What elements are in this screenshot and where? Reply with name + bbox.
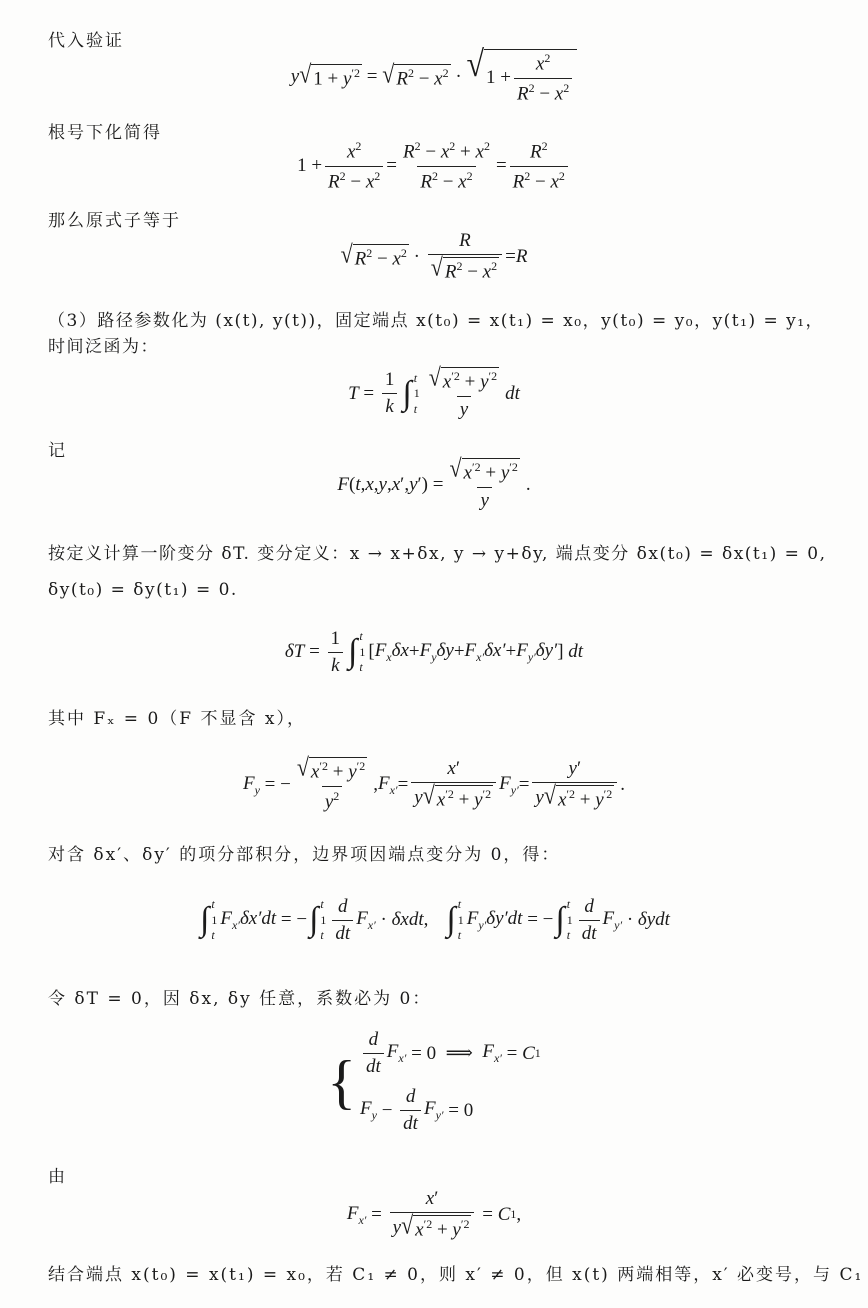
equation-constant: $F_{x'}$ = x′ y √ $x^{'2} + y^{'2}$ = C 1 , [346, 1188, 522, 1241]
text-integrate-by-parts: 对含 δx′、δy′ 的项分部积分，边界项因端点变分为 0，得： [48, 845, 561, 865]
text-set-zero: 令 δT = 0，因 δx, δy 任意，系数必为 0： [48, 989, 432, 1009]
text-parametrize: （3）路径参数化为 (x(t), y(t))，固定端点 x(t₀) = x(t₁) = x₀，y(t₀) = y₀，y(t₁) = y₁，时间泛函为： [48, 311, 825, 357]
text-endpoint-conclusion: 结合端点 x(t₀) = x(t₁) = x₀，若 C₁ ≠ 0，则 x′ ≠ 0，但 x(t) 两端相等，x′ 必变号，与 C₁ [48, 1265, 864, 1285]
equation-verify: y √ $1 + y^{'2}$ = √ $R^2 - x^2$ · √ 1 + $\frac{x^2}{R^2 - x^2}$ [0, 52, 868, 102]
text-variation-definition: 按定义计算一阶变分 δT. 变分定义：x → x+δx, y → y+δy, 端点变分 δx(t₀) = δx(t₁) = 0, δy(t₀) = δy(t₁) = 0. [48, 544, 827, 600]
text-from: 由 [48, 1167, 67, 1187]
equation-time-functional: T = $\frac{1}{k}$ ∫ t 1 t √ $x^{'2} + y^{'2}$ y dt [348, 363, 520, 420]
equation-by-parts: ∫ t 1 t $F_{x'}\delta x'dt$ = − ∫ t 1 t $\frac{d}{dt}$ $F_{x'}$ · δxdt , ∫ t 1 t $F_{y'}\delta y'dt$ = − ∫ t 1 t $\frac{d}{dt}$ $F_{y'}$ · δydt [200, 895, 670, 944]
equation-euler-lagrange-system: { $\frac{d}{dt}$ $F_{x'}$ = 0 ⟹ $F_{x'}$ = C 1 $F_y$ − $\frac{d}{dt}$ $F_{y'}$ = 0 [327, 1029, 541, 1134]
equation-partials: $F_y$ = − √ $x^{'2} + y^{'2}$ $y^2$ , $F_{x'}$ = x′ y √ $x^{'2} + y^{'2}$ $F_{y'}$ = y′ y √ $x^{'2} + y^{'2}$ . [242, 752, 626, 812]
text-where: 其中 Fₓ = 0（F 不显含 x）， [48, 709, 306, 729]
equation-simplify: 1 + $\frac{x^2}{R^2 - x^2}$ = $\frac{R^2 - x^2 + x^2}{R^2 - x^2}$ = $\frac{R^2}{R^2 - x^2}$ [0, 140, 868, 192]
text-substitute: 代入验证 [48, 31, 124, 51]
text-numerator: 那么原式子等于 [48, 211, 181, 231]
equation-lagrangian: F ( t , x , y , x ′, y ′) = √ $x^{'2} + y^{'2}$ y . [337, 454, 531, 511]
text-denote: 记 [48, 441, 67, 461]
equation-numerator: √ $R^2 - x^2$ · R √ $R^2 - x^2$ = R [340, 230, 528, 283]
equation-first-variation: δT = $\frac{1}{k}$ ∫ t 1 t [ $F_x\delta x$ + $F_y\delta y$ + $F_{x'}\delta x'$ + $F_{y'}\delta y'$ ] dt [284, 627, 584, 676]
text-simplify: 根号下化简得 [48, 123, 162, 143]
